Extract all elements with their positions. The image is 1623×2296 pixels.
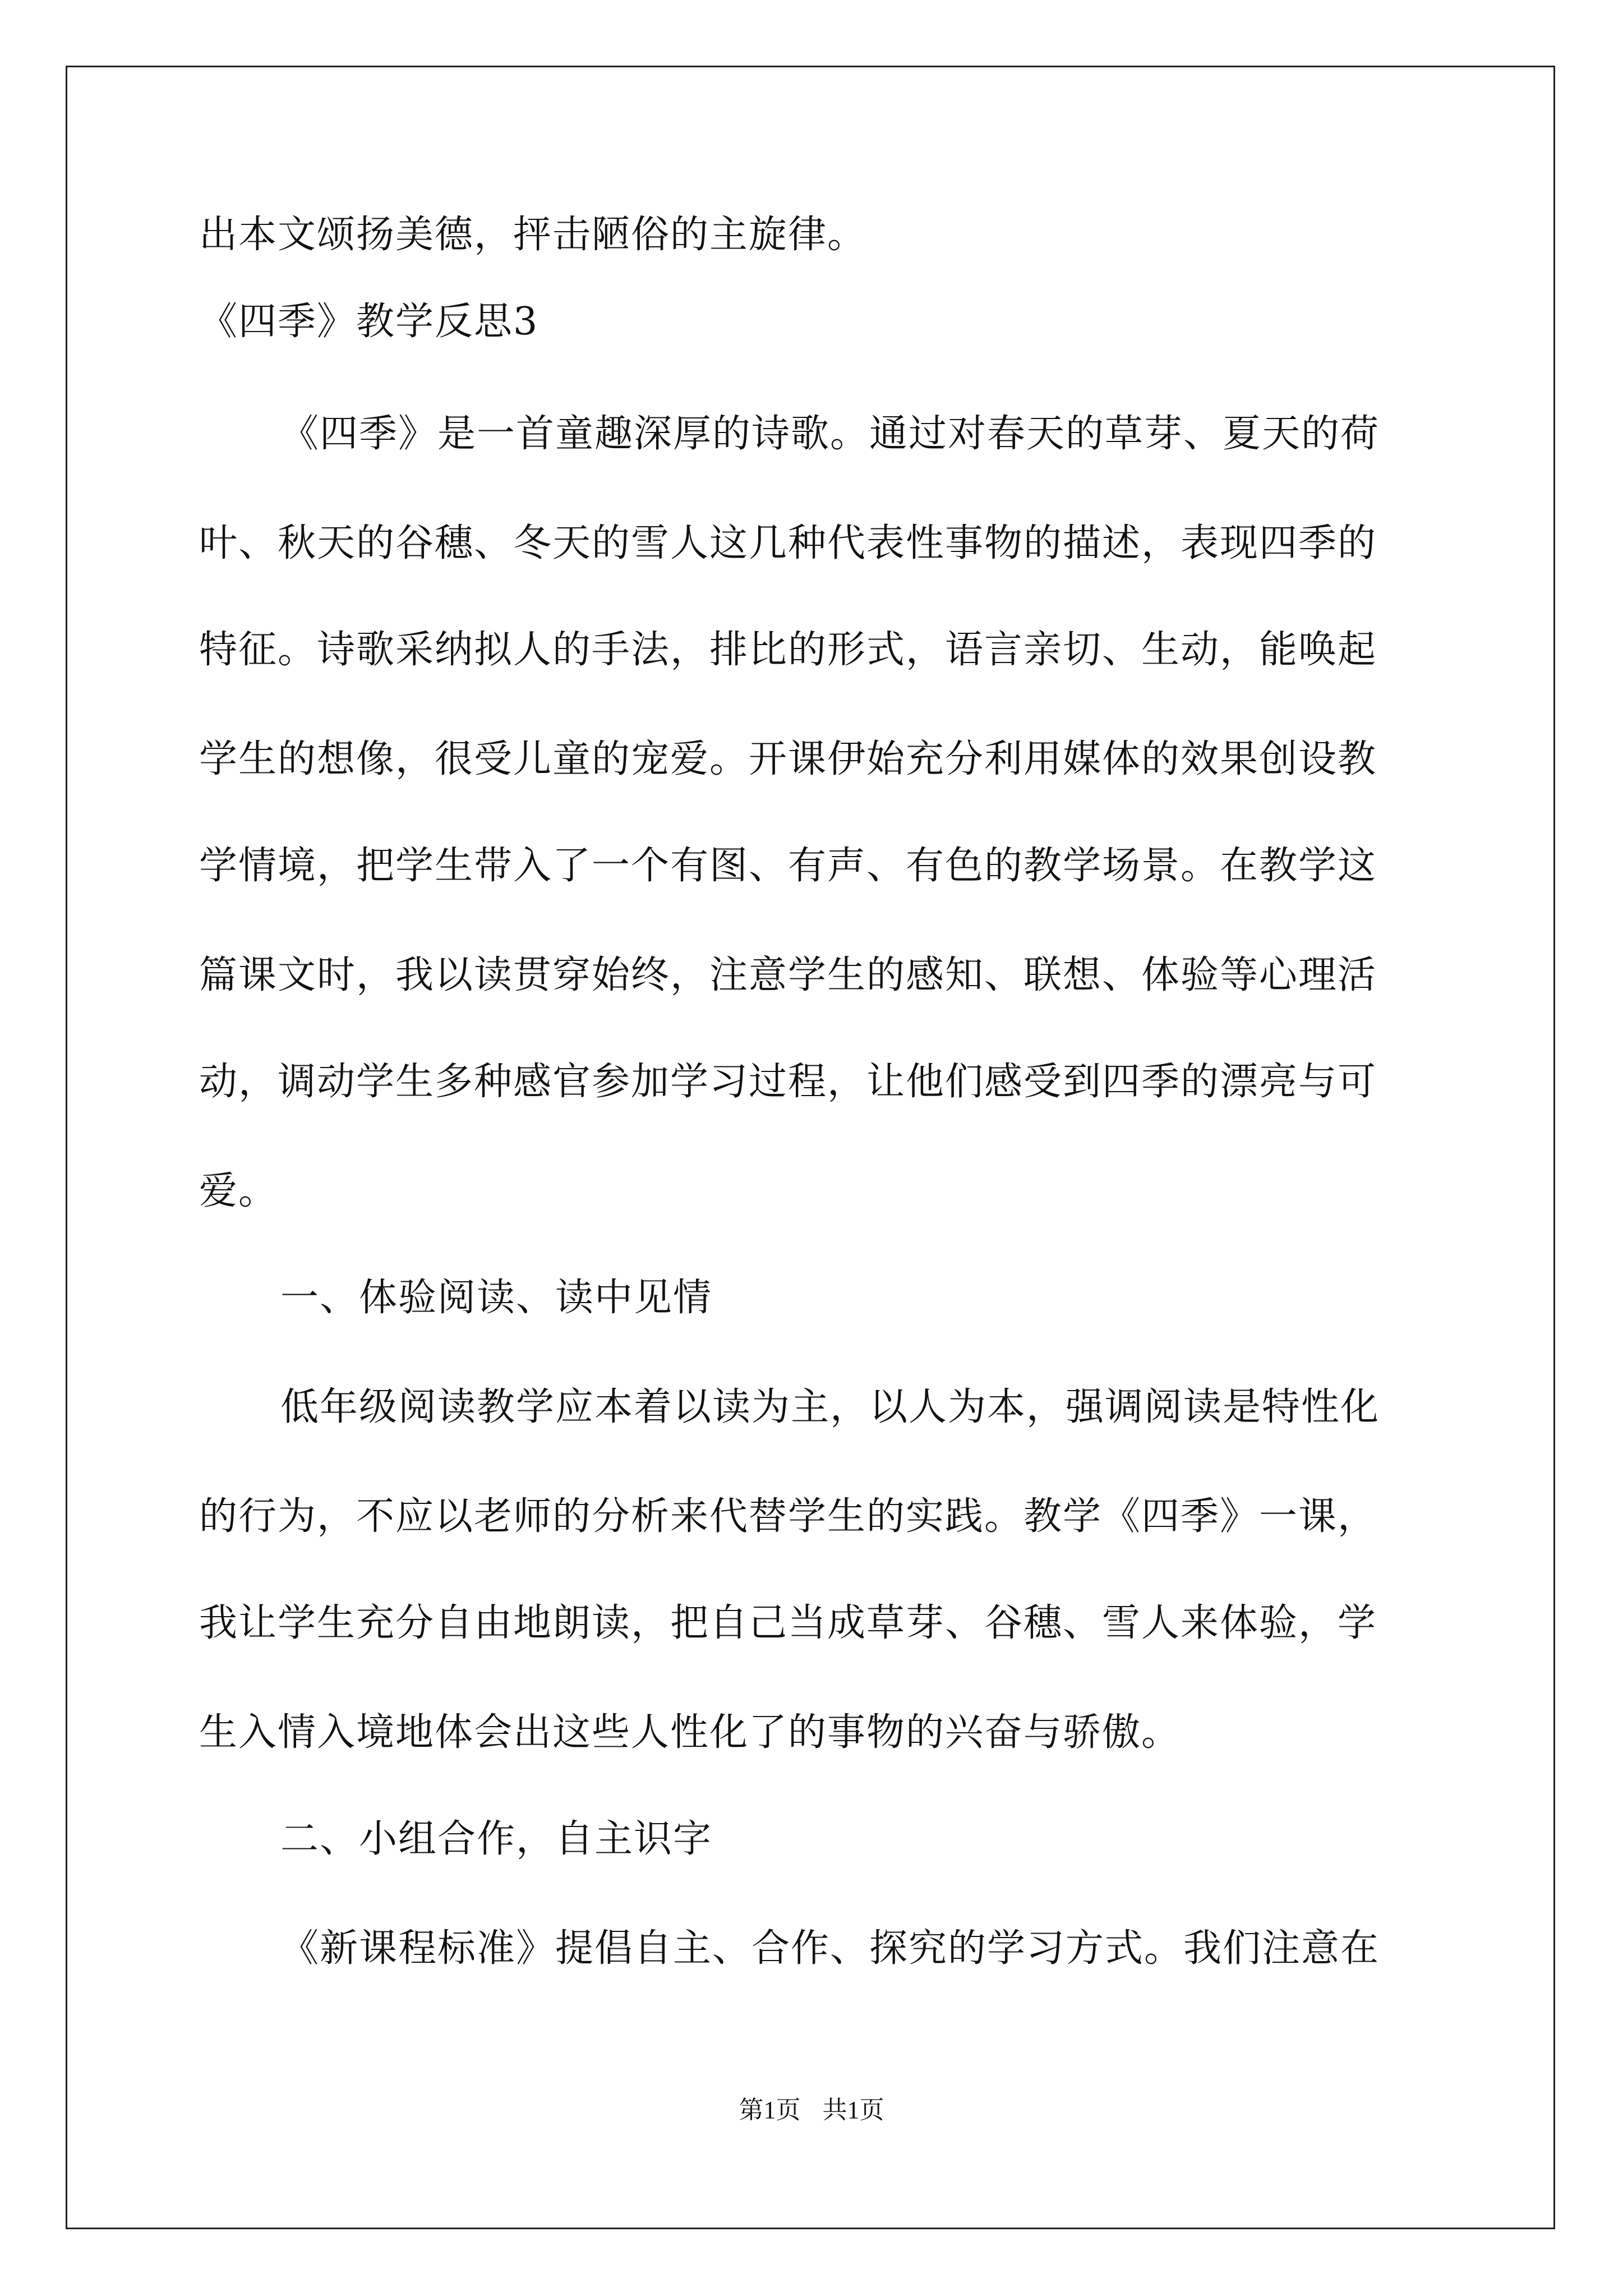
text-line: 动，调动学生多种感官参加学习过程，让他们感受到四季的漂亮与可	[199, 1060, 1377, 1104]
page-footer	[0, 2098, 1623, 2123]
text-line: 叶、秋天的谷穗、冬天的雪人这几种代表性事物的描述，表现四季的	[199, 521, 1377, 565]
text-line: 学情境，把学生带入了一个有图、有声、有色的教学场景。在教学这	[199, 844, 1377, 888]
text-line: 学生的想像，很受儿童的宠爱。开课伊始充分利用媒体的效果创设教	[199, 737, 1377, 781]
page-border	[66, 66, 1555, 2229]
text-line: 的行为，不应以老师的分析来代替学生的实践。教学《四季》一课，	[199, 1494, 1377, 1539]
subheading: 二、小组合作，自主识字	[280, 1817, 713, 1861]
subheading: 一、体验阅读、读中见情	[280, 1276, 713, 1320]
page-total: 共1页	[822, 2096, 884, 2124]
text-line: 《四季》是一首童趣深厚的诗歌。通过对春天的草芽、夏天的荷	[280, 412, 1380, 456]
text-line: 我让学生充分自由地朗读，把自己当成草芽、谷穗、雪人来体验，学	[199, 1601, 1377, 1645]
text-line: 特征。诗歌采纳拟人的手法，排比的形式，语言亲切、生动，能唤起	[199, 628, 1377, 672]
text-line: 出本文颂扬美德，抨击陋俗的主旋律。	[199, 213, 867, 257]
text-line: 生入情入境地体会出这些人性化了的事物的兴奋与骄傲。	[199, 1710, 1181, 1755]
text-line: 低年级阅读教学应本着以读为主，以人为本，强调阅读是特性化	[280, 1385, 1380, 1429]
text-line: 篇课文时，我以读贯穿始终，注意学生的感知、联想、体验等心理活	[199, 953, 1377, 997]
section-title: 《四季》教学反思3	[199, 300, 539, 344]
text-line: 爱。	[199, 1169, 278, 1213]
page-number: 第1页	[739, 2096, 801, 2124]
text-line: 《新课程标准》提倡自主、合作、探究的学习方式。我们注意在	[280, 1926, 1380, 1971]
